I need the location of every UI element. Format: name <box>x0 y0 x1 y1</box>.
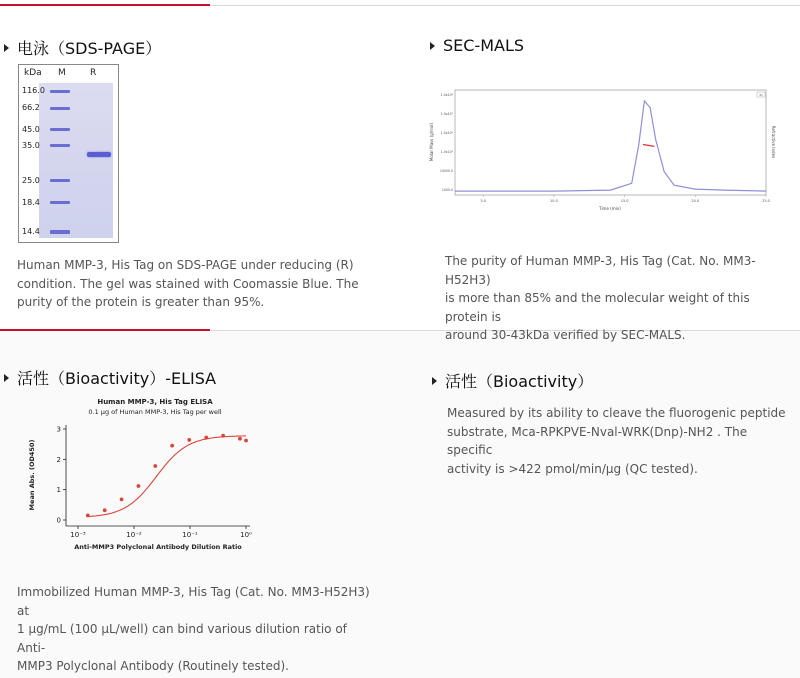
bullet-icon <box>4 44 9 52</box>
y-tick-label: 3 <box>56 425 61 434</box>
gel-kda-header: kDa <box>24 68 42 78</box>
caption-line: around 30-43kDa verified by SEC-MALS. <box>445 328 686 342</box>
sds-page-heading <box>4 36 161 59</box>
x-tick-label: 5.0 <box>480 199 487 203</box>
sec-mals-caption <box>445 252 795 345</box>
data-point <box>187 438 191 442</box>
bullet-icon <box>430 42 435 50</box>
bullet-icon <box>432 377 437 385</box>
elisa-chart-subtitle: 0.1 μg of Human MMP-3, His Tag per well <box>88 408 222 416</box>
sec-mals-chart <box>424 86 776 216</box>
caption-line: The purity of Human MMP-3, His Tag (Cat. No. MM3-H52H3) <box>445 254 756 287</box>
y-tick-label: 1.0x10⁶ <box>440 131 453 135</box>
marker-band <box>50 201 70 204</box>
data-point <box>86 514 90 518</box>
gel-m-header: M <box>58 68 66 78</box>
sec-mals-heading <box>430 36 524 55</box>
y-tick-label: 1.0x10⁵ <box>440 150 453 154</box>
x-tick-label: 20.0 <box>691 199 700 203</box>
marker-band <box>50 128 70 131</box>
elisa-title: 活性（Bioactivity）-ELISA <box>17 369 217 388</box>
marker-label: 18.4 <box>22 198 40 207</box>
gel-r-header: R <box>90 68 97 78</box>
fit-curve <box>88 436 246 517</box>
marker-label: 45.0 <box>22 125 40 134</box>
y-axis-label-right: Refractive Index <box>771 125 776 159</box>
data-point <box>137 484 141 488</box>
data-point <box>221 434 225 438</box>
marker-band <box>50 230 70 234</box>
data-point <box>153 464 157 468</box>
marker-label: 66.2 <box>22 103 40 112</box>
caption-line: substrate, Mca-RPKPVE-Nval-WRK(Dnp)-NH2 . The specific <box>447 424 748 457</box>
y-tick-label: 1.0x10⁸ <box>440 93 453 97</box>
caption-line: Human MMP-3, His Tag on SDS-PAGE under reducing (R) <box>17 258 354 272</box>
middle-divider-accent <box>0 329 210 331</box>
x-tick-label: 10⁻¹ <box>182 531 198 539</box>
y-tick-label: 0 <box>56 516 61 525</box>
bioactivity-caption <box>447 404 792 478</box>
x-tick-label: 10⁻³ <box>70 531 86 539</box>
sds-page-caption <box>17 256 377 312</box>
top-divider <box>0 5 800 6</box>
sec-mals-title: SEC-MALS <box>443 36 525 55</box>
elisa-x-label: Anti-MMP3 Polyclonal Antibody Dilution Ratio <box>74 543 242 551</box>
marker-band <box>50 144 70 147</box>
y-tick-label: 10000.0 <box>439 169 453 173</box>
data-point <box>120 497 124 501</box>
caption-line: Measured by its ability to cleave the fluorogenic peptide <box>447 406 786 420</box>
data-point <box>204 436 208 440</box>
marker-band <box>50 90 70 93</box>
top-divider-accent <box>0 4 210 6</box>
y-tick-label: 1 <box>56 486 61 495</box>
marker-label: 35.0 <box>22 141 40 150</box>
caption-line: activity is >422 pmol/min/μg (QC tested). <box>447 461 698 476</box>
x-tick-label: 10⁰ <box>240 531 252 539</box>
elisa-heading <box>4 366 216 389</box>
elisa-caption <box>17 583 377 676</box>
plot-frame <box>455 90 766 195</box>
bullet-icon <box>4 374 9 382</box>
y-tick-label: 1.0x10⁷ <box>440 112 453 116</box>
sample-band <box>87 152 111 157</box>
elisa-chart-title: Human MMP-3, His Tag ELISA <box>97 398 213 406</box>
bioactivity-heading <box>432 369 593 392</box>
y-tick-label: 2 <box>56 455 61 464</box>
caption-line: is more than 85% and the molecular weight of this protein is <box>445 291 750 324</box>
y-axis-label-left: Molar Mass (g/mol) <box>429 122 434 162</box>
data-point <box>238 437 242 441</box>
marker-label: 14.4 <box>22 227 40 236</box>
caption-line: condition. The gel was stained with Coomassie Blue. The <box>17 276 359 291</box>
data-point <box>103 508 107 512</box>
caption-line: purity of the protein is greater than 95%. <box>17 295 265 309</box>
data-point <box>170 444 174 448</box>
x-tick-label: 10.0 <box>550 199 558 203</box>
sds-page-gel <box>18 64 119 243</box>
x-axis-label: Time (min) <box>599 206 621 211</box>
marker-band <box>50 179 70 182</box>
marker-label: 116.0 <box>22 86 45 95</box>
legend-label: RI <box>759 93 763 97</box>
marker-band <box>50 107 70 110</box>
caption-line: MMP3 Polyclonal Antibody (Routinely tested). <box>17 659 289 673</box>
elisa-y-label: Mean Abs. (OD450) <box>28 439 36 511</box>
marker-label: 25.0 <box>22 176 40 185</box>
x-tick-label: 15.0 <box>620 199 629 203</box>
bioactivity-title: 活性（Bioactivity） <box>445 372 594 391</box>
caption-line: 1 μg/mL (100 μL/well) can bind various dilution ratio of Anti- <box>17 622 347 655</box>
sds-page-title: 电泳（SDS-PAGE） <box>17 39 162 58</box>
x-tick-label: 25.0 <box>762 199 770 203</box>
x-tick-label: 10⁻² <box>126 531 142 539</box>
data-point <box>244 439 248 443</box>
y-tick-label: 1000.0 <box>441 188 453 192</box>
caption-line: Immobilized Human MMP-3, His Tag (Cat. No. MM3-H52H3) at <box>17 585 370 618</box>
elisa-chart <box>20 395 270 560</box>
